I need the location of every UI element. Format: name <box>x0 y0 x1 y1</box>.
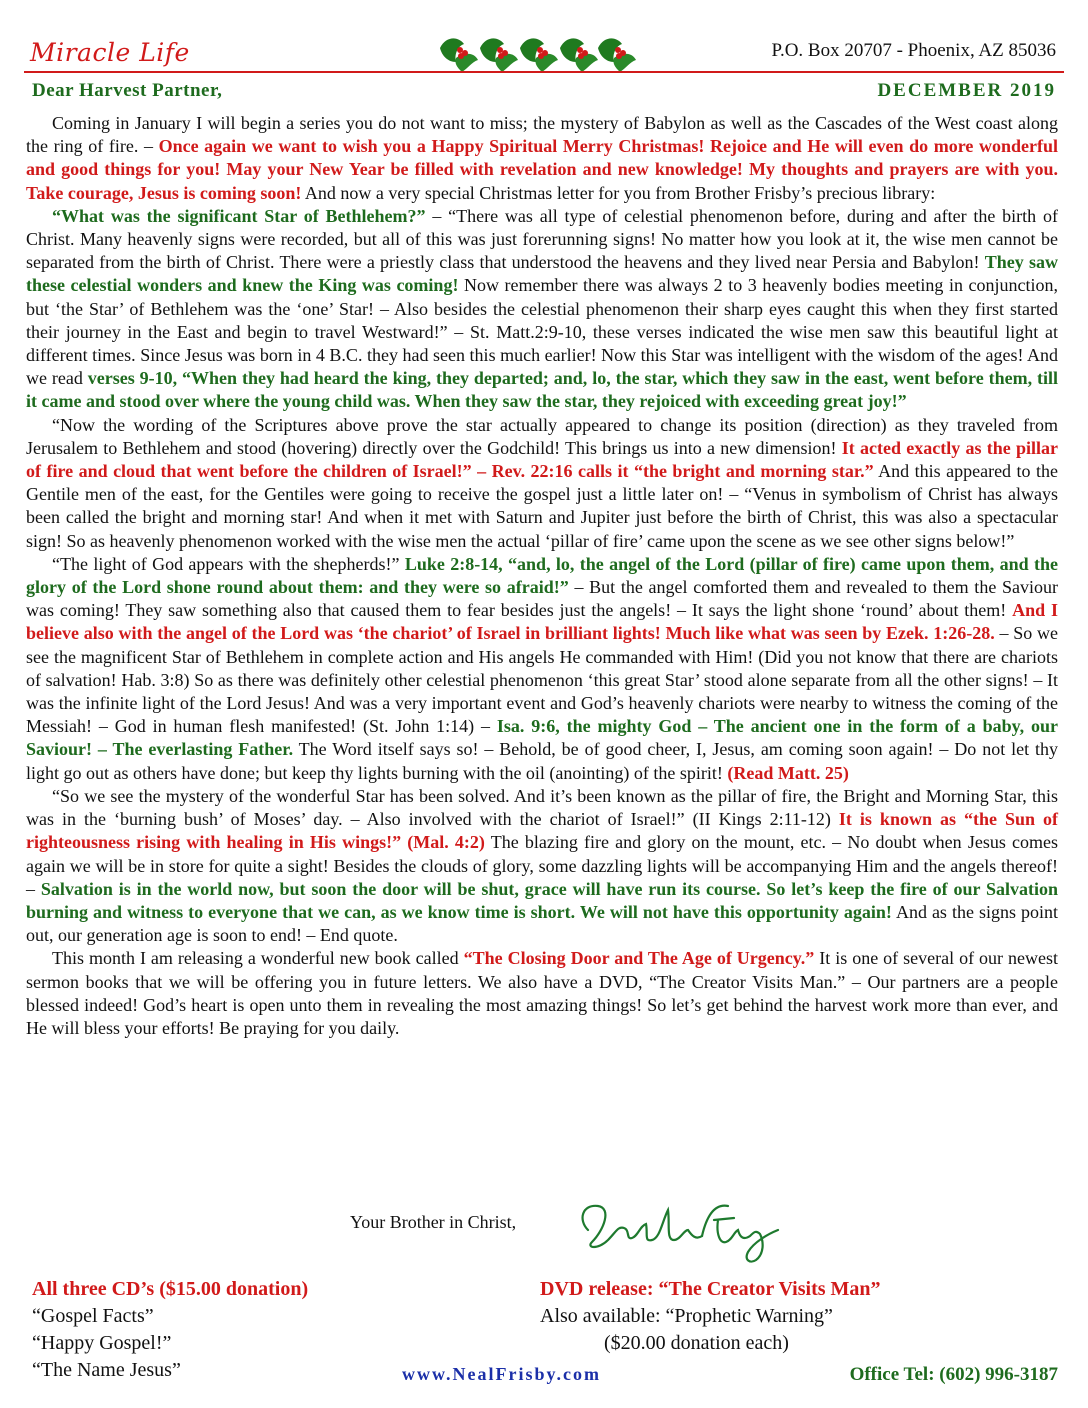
letter-paragraph <box>26 947 1058 1040</box>
closing-text: Your Brother in Christ, <box>350 1212 517 1232</box>
cd-item: “Gospel Facts” <box>32 1305 154 1327</box>
paragraph-text: – But the angel comforted them and revealed to them the Saviour was coming! They saw something also that caused them to fear besides just the angels! – It says the light shone ‘round’ about them! <box>26 577 1058 621</box>
dvd-also-available: Also available: “Prophetic Warning” <box>540 1305 833 1327</box>
dvd-heading: DVD release: “The Creator Visits Man” <box>540 1278 881 1300</box>
letter-paragraph <box>26 205 1058 414</box>
paragraph-text: “So we see the mystery of the wonderful Star has been solved. And it’s been known as the pillar of fire, the Bright and Morning Star, this was in the ‘burning bush’ of Moses’ day. – Also involved with the chariot of Israel!” (II Kings 2:11-12) <box>26 785 1058 830</box>
highlight-green-text: Isa. 9:6, the mighty God – The ancient one in the form of a baby, our Saviour! – The everlasting Father. <box>26 716 1058 760</box>
paragraph-text: And now a very special Christmas letter for you from Brother Frisby’s precious library: <box>301 182 936 203</box>
highlight-green-text: “What was the significant Star of Bethlehem?” <box>52 205 426 226</box>
letter-date: DECEMBER 2019 <box>877 80 1056 101</box>
paragraph-text: – So we see the magnificent Star of Bethlehem in complete action and His angels He commanded with Him! (Did you not know that there are chariots of salvation! Hab. 3:8) So as there was definitely other celestial phenomenon ‘this great Star’ stood alone separate from all the other signs! – It was the infinite light of the Lord Jesus! And was a very important event and God’s heavenly chariots were nearby to witness the coming of the Messiah! – God in human flesh manifested! (St. John 1:14) – <box>26 623 1059 737</box>
paragraph-text: Coming in January I will begin a series you do not want to miss; the mystery of Babylon as well as the Cascades of the West coast along the ring of fire. – <box>26 113 1058 157</box>
cd-item: “The Name Jesus” <box>32 1359 181 1381</box>
highlight-green-text: They saw these celestial wonders and knew the King was coming! <box>26 252 1058 296</box>
website-link[interactable]: www.NealFrisby.com <box>402 1364 601 1384</box>
paragraph-text: The blazing fire and glory on the mount, etc. – No doubt when Jesus comes again we will be in store for quite a sight! Besides the clouds of glory, some dazzling lights will be accompanying Him and the angels thereof! – <box>26 832 1058 899</box>
letter-paragraph <box>26 414 1058 553</box>
paragraph-text: Now remember there was always 2 to 3 heavenly bodies meeting in conjunction, but ‘the Star’ of Bethlehem was the ‘one’ Star! – Also besides the celestial phenomenon their sharp eyes caught this when they first started their journey in the East and begin to travel Westward!” – St. Matt.2:9-10, these verses indicated the wise men saw this beautiful light at different times. Since Jesus was born in 4 B.C. they had seen this much earlier! Now this Star was intelligent with the wisdom of the ages! And we read <box>26 275 1058 389</box>
letter-body <box>26 112 1058 1040</box>
header-rule <box>24 71 1064 73</box>
salutation: Dear Harvest Partner, <box>32 80 223 101</box>
highlight-red-text: It acted exactly as the pillar of fire and cloud that went before the children of Israel!” – Rev. 22:16 calls it “the bright and morning star.” <box>26 437 1058 482</box>
letter-paragraph <box>26 785 1058 947</box>
brand-title: Miracle Life <box>30 38 190 67</box>
paragraph-text: “The light of God appears with the shepherds!” <box>52 553 405 574</box>
highlight-green-text: verses 9-10, “When they had heard the king, they departed; and, lo, the star, which they saw in the east, went before them, till it came and stood over where the young child was. When they saw the star, they rejoiced with exceeding great joy!” <box>26 368 1058 412</box>
highlight-red-text: “The Closing Door and The Age of Urgency.” <box>463 948 815 969</box>
highlight-green-text: Luke 2:8-14, “and, lo, the angel of the Lord (pillar of fire) came upon them, and the glory of the Lord shone round about them: and they were so afraid!” <box>26 553 1058 598</box>
highlight-red-text: It is known as “the Sun of righteousness rising with healing in His wings!” (Mal. 4:2) <box>26 809 1059 853</box>
paragraph-text: The Word itself says so! – Behold, be of good cheer, I, Jesus, am coming soon again! – Do not let thy light go out as others have done; but keep thy lights burning with the oil (anointing) of the spirit! <box>26 739 1058 783</box>
office-phone: Office Tel: (602) 996-3187 <box>849 1364 1058 1385</box>
highlight-red-text: (Read Matt. 25) <box>727 762 849 783</box>
mailing-address: P.O. Box 20707 - Phoenix, AZ 85036 <box>771 40 1056 61</box>
dvd-price: ($20.00 donation each) <box>604 1332 789 1354</box>
paragraph-text: “Now the wording of the Scriptures above prove the star actually appeared to change its position (direction) as they traveled from Jerusalem to Bethlehem and stood (hovering) directly over the Godchild! This brings us into a new dimension! <box>26 414 1058 458</box>
signature <box>568 1190 788 1270</box>
cd-item: “Happy Gospel!” <box>32 1332 172 1354</box>
holly-decoration-icon <box>436 28 636 76</box>
highlight-red-text: Once again we want to wish you a Happy Spiritual Merry Christmas! Rejoice and He will even do more wonderful and good things for you! May your New Year be filled with revelation and new knowledge! My thoughts and prayers are with you. Take courage, Jesus is coming soon! <box>26 136 1058 203</box>
highlight-green-text: Salvation is in the world now, but soon the door will be shut, grace will have run its course. So let’s keep the fire of our Salvation burning and witness to everyone that we can, as we know time is short. We will not have this opportunity again! <box>26 878 1059 922</box>
highlight-red-text: And I believe also with the angel of the Lord was ‘the chariot’ of Israel in brilliant lights! Much like what was seen by Ezek. 1:26-28. <box>26 600 1058 644</box>
paragraph-text: And this appeared to the Gentile men of the east, for the Gentiles were going to receive the gospel just a little later on! – “Venus in symbolism of Christ has always been called the bright and morning star! And when it met with Saturn and Jupiter just before the birth of Christ, this was also a spectacular sign! So as heavenly phenomenon worked with the wise men the actual ‘pillar of fire’ came upon the scene as we see other signs below!” <box>26 461 1058 551</box>
letter-paragraph <box>26 112 1058 205</box>
paragraph-text: – “There was all type of celestial phenomenon before, during and after the birth of Christ. Many heavenly signs were recorded, but all of this was just forerunning signs! No matter how you look at it, the wise men cannot be separated from the birth of Christ. There were a priestly class that understood the heavens and they lived near Persia and Babylon! <box>26 205 1058 273</box>
cd-heading: All three CD’s ($15.00 donation) <box>32 1278 309 1300</box>
paragraph-text: And as the signs point out, our generation age is soon to end! – End quote. <box>26 901 1058 946</box>
paragraph-text: It is one of several of our newest sermon books that we will be offering you in future letters. We also have a DVD, “The Creator Visits Man.” – Our partners are a people blessed indeed! God’s heart is open unto them in revealing the most amazing things! So let’s get behind the harvest work more than ever, and He will bless your efforts! Be praying for you daily. <box>26 948 1058 1038</box>
letter-paragraph <box>26 553 1058 785</box>
paragraph-text: This month I am releasing a wonderful new book called <box>52 948 464 969</box>
